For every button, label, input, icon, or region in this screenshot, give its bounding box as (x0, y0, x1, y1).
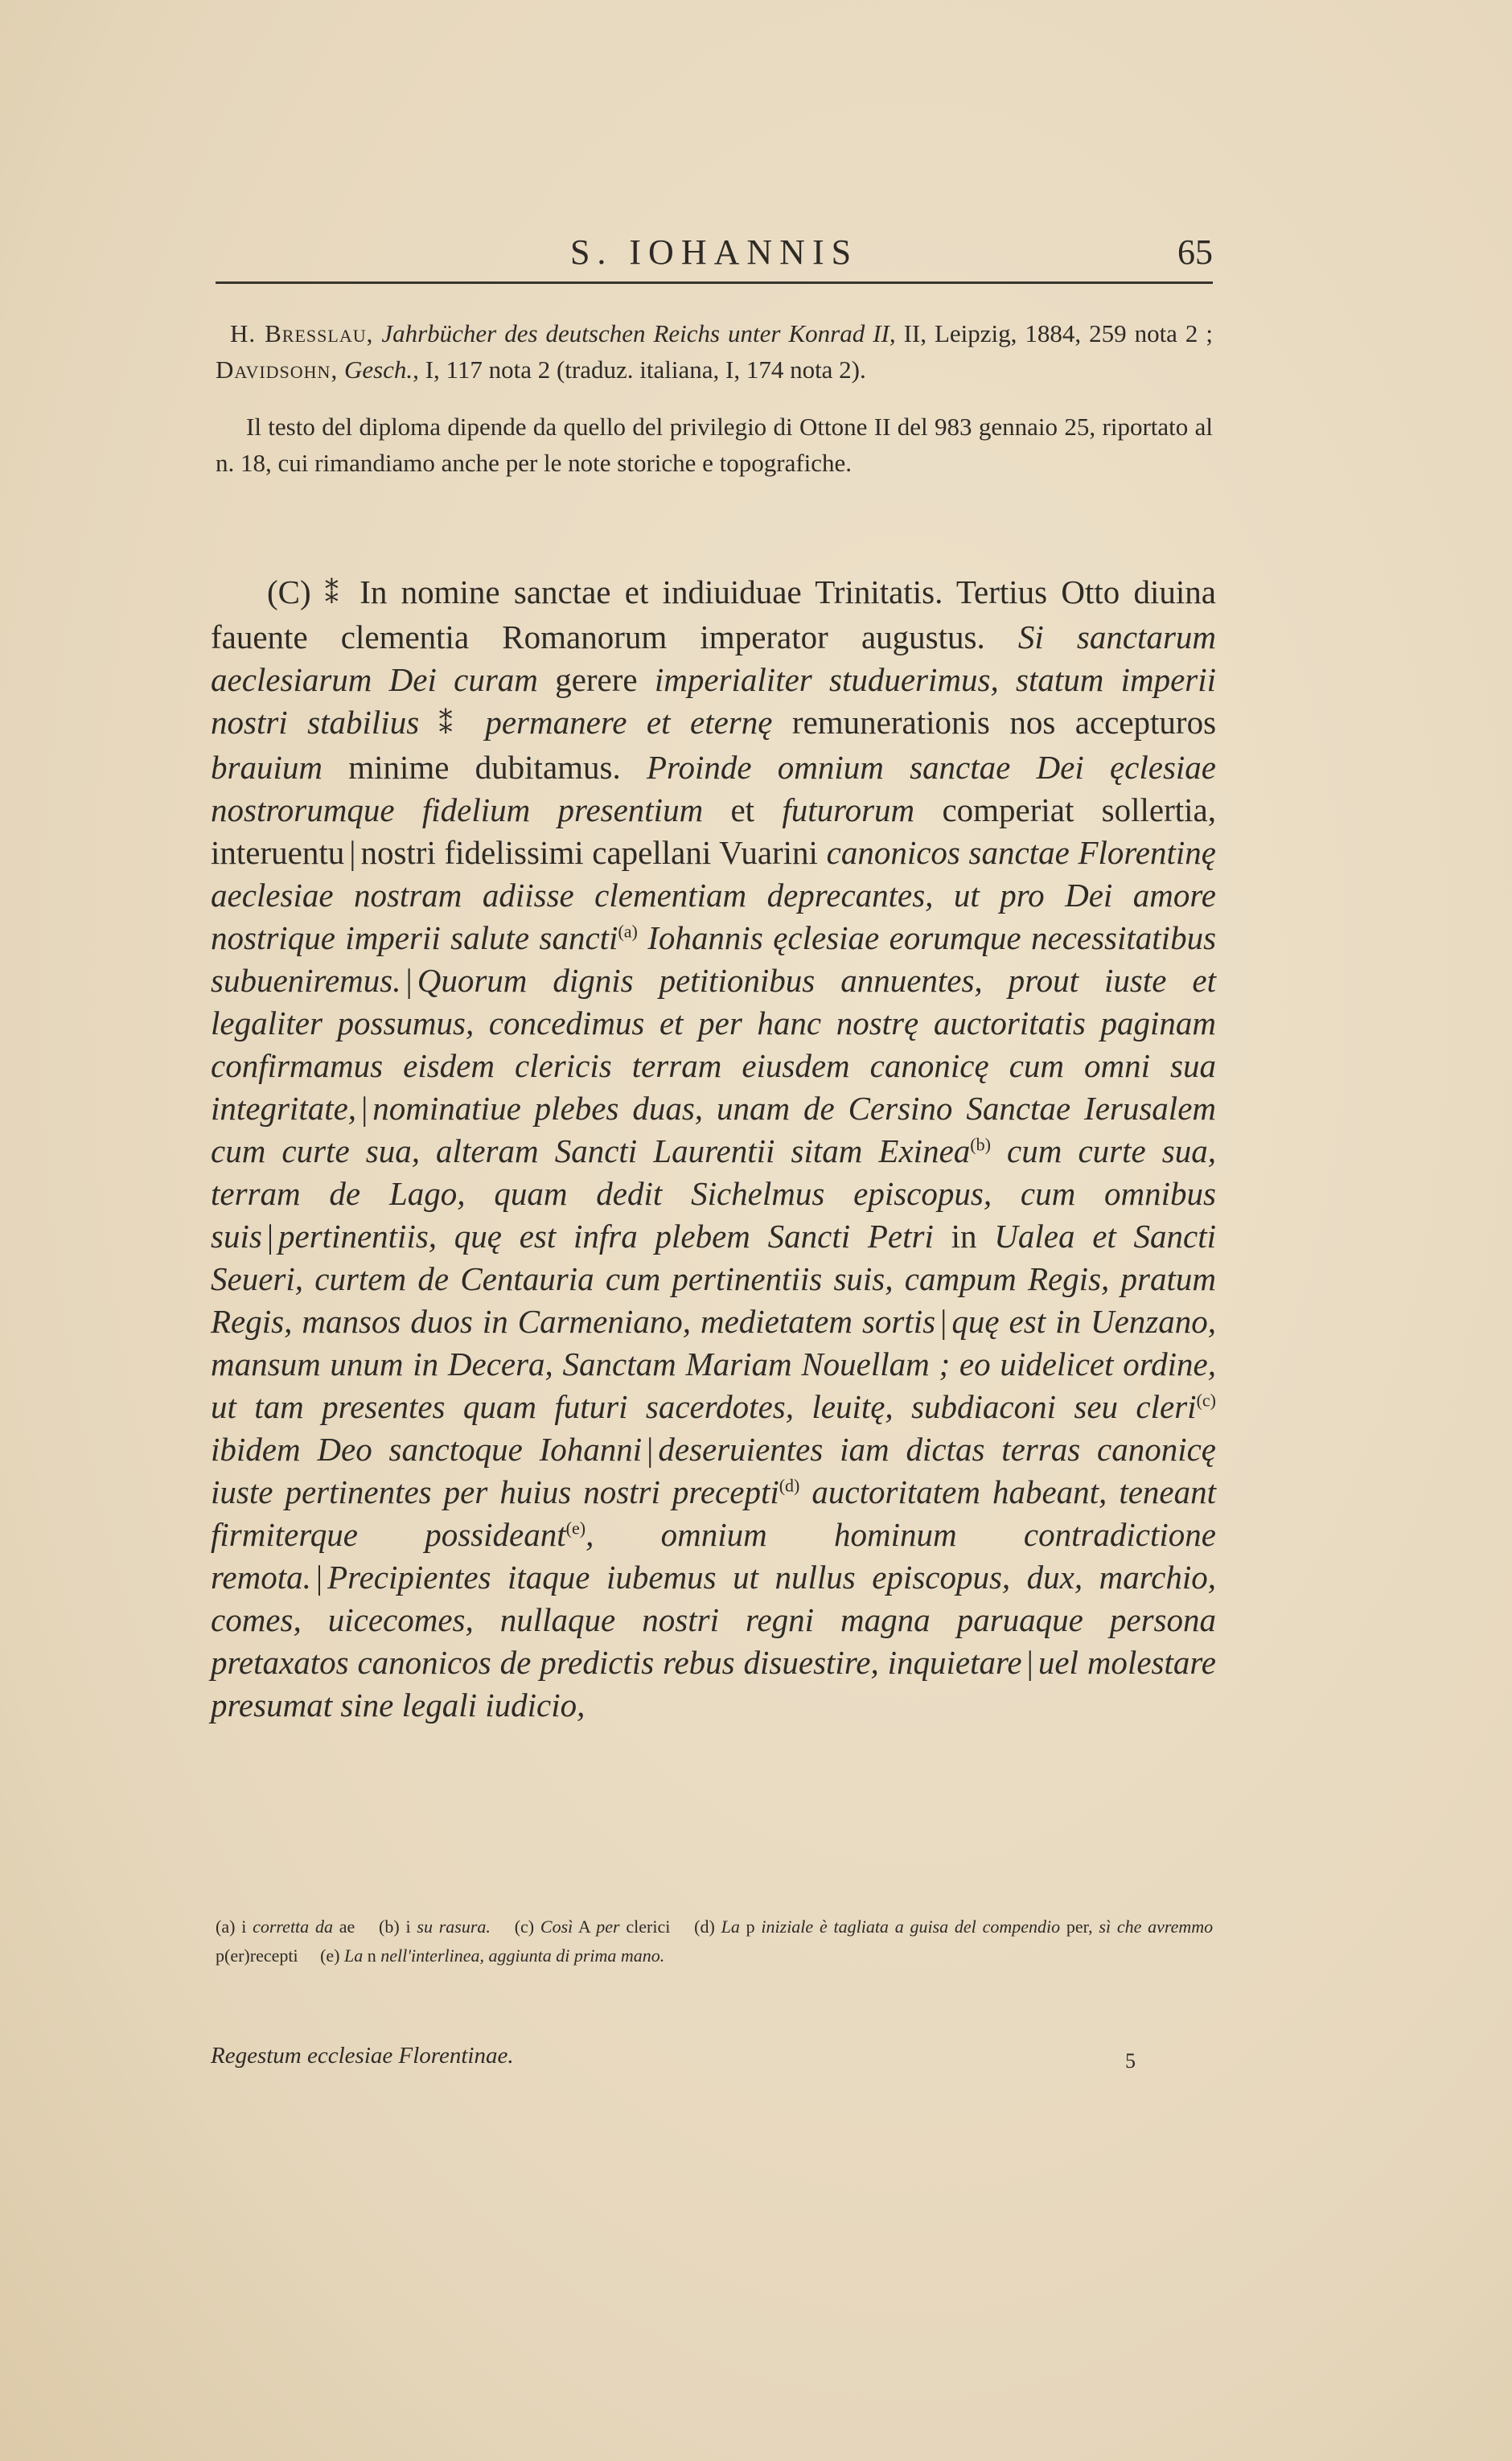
footnote-ref-e[interactable]: (e) (565, 1518, 586, 1539)
footnote-mark: (d) (694, 1917, 715, 1937)
charter-segment: brauium (211, 749, 323, 786)
cross-icon: ⁑ (324, 580, 346, 610)
footnote-a (216, 1917, 355, 1937)
footnote-text: n (367, 1945, 376, 1966)
charter-segment: Si sanctarum aeclesiarum Dei curam (211, 618, 1217, 698)
footnote-text: A (577, 1917, 590, 1937)
footnote-ref-b[interactable]: (b) (970, 1134, 991, 1155)
footnote-text: per, (1066, 1917, 1093, 1937)
source-note-paragraph: Il testo del diploma dipende da quello del privilegio di Ottone II del 983 gennaio 25, riportato al n. 18, cui rimandiamo anche per le note storiche e topografiche. (216, 413, 1213, 477)
footnote-text: La (721, 1917, 740, 1937)
charter-segment: et (730, 791, 755, 828)
footnote-text: p(er)recepti (216, 1945, 298, 1966)
footnote-ref-c[interactable]: (c) (1196, 1390, 1216, 1411)
charter-segment: futurorum (782, 791, 915, 828)
charter-segment: Ualea et Sancti Seueri, curtem de Centauria cum pertinentiis suis, campum Regis, pratum Regis, mansos duos in Carmeniano, medietatem sortis (211, 1218, 1217, 1340)
line-break-mark: | (266, 1218, 274, 1255)
charter-segment: Iohannis ęclesiae eorumque necessitatibus subueniremus. (211, 919, 1217, 999)
footnote-text: Così (540, 1917, 573, 1937)
charter-segment: In nomine sanctae et indiuiduae Trinitatis. Tertius Otto diuina fauente clementia Romanorum imperator augustus. (211, 573, 1216, 655)
line-break-mark: | (349, 834, 356, 871)
series-title: Regestum ecclesiae Florentinae. (211, 2043, 514, 2069)
charter-segment: canonicos sanctae Florentinę aeclesiae nostram adiisse clementiam deprecantes, ut pro Dei amore nostrique imperii salute sancti (211, 834, 1216, 956)
charter-segment: Precipientes itaque iubemus ut nullus episcopus, dux, marchio, comes, uicecomes, nullaque nostri regni magna paruaque persona pretaxatos canonicos de predictis rebus disuestire, inquietare (211, 1559, 1216, 1681)
running-head (216, 227, 1213, 275)
line-break-mark: | (315, 1559, 323, 1596)
charter-segment: , omnium hominum contradictione remota. (211, 1516, 1216, 1596)
footnote-mark: (c) (514, 1917, 535, 1937)
work-title: Gesch., (343, 355, 419, 384)
page-number: 65 (1177, 232, 1213, 272)
footnote-text: su rasura. (417, 1917, 491, 1937)
charter-segment: uel molestare presumat sine legali iudicio, (211, 1644, 1216, 1724)
charter-segment: auctoritatem habeant, teneant firmiterque possideant (211, 1473, 1217, 1553)
charter-text (211, 571, 1216, 1727)
citation-text: II, Leipzig, 1884, 259 nota 2 ; (903, 319, 1214, 347)
signature-line (211, 2043, 1216, 2075)
line-break-mark: | (1026, 1644, 1033, 1681)
footnote-b (379, 1917, 491, 1937)
charter-segment: comperiat sollertia, interuentu (211, 791, 1216, 871)
footnote-e (320, 1945, 664, 1966)
footnote-text: i (241, 1917, 247, 1937)
charter-segment: remunerationis nos accepturos (791, 704, 1217, 741)
chrismon-label: (C) (267, 573, 311, 610)
citation-text: I, 117 nota 2 (traduz. italiana, I, 174 nota 2). (425, 355, 866, 384)
footnote-text: ae (339, 1917, 355, 1937)
line-break-mark: | (361, 1090, 368, 1127)
charter-segment: nostri fidelissimi capellani Vuarini (360, 834, 818, 871)
footnotes (216, 1913, 1213, 1970)
introduction (216, 315, 1213, 502)
charter-paragraph (211, 571, 1216, 1727)
charter-segment: cum curte sua, terram de Lago, quam dedit Sichelmus episcopus, cum omnibus suis (211, 1132, 1216, 1255)
footnote-text: La (344, 1945, 364, 1966)
footnote-mark: (b) (379, 1917, 400, 1937)
footnote-text: sì che avremmo (1099, 1917, 1214, 1937)
charter-segment: gerere (555, 661, 638, 698)
charter-segment: imperialiter studuerimus, statum imperii nostri stabilius (211, 661, 1217, 741)
footnote-mark: (e) (320, 1945, 340, 1966)
charter-segment: permanere et eternę (485, 704, 773, 741)
author-name: Davidsohn, (216, 355, 339, 384)
footnote-text: iniziale è tagliata a guisa del compendio (761, 1917, 1061, 1937)
charter-segment: ibidem Deo sanctoque Iohanni (211, 1431, 643, 1468)
header-rule (216, 281, 1213, 284)
footnote-text: p (746, 1917, 755, 1937)
charter-segment: quę est in Uenzano, mansum unum in Decera, Sanctam Mariam Nouellam ; eo uidelicet ordine, ut tam presentes quam futuri sacerdotes, leuitę, subdiaconi seu cleri (211, 1303, 1216, 1425)
charter-segment: nominatiue plebes duas, unam de Cersino Sanctae Ierusalem cum curte sua, alteram Sancti Laurentii sitam Exinea (211, 1090, 1216, 1169)
footnote-text: clerici (626, 1917, 671, 1937)
line-break-mark: | (405, 962, 413, 999)
charter-segment: Quorum dignis petitionibus annuentes, prout iuste et legaliter possumus, concedimus et per hanc nostrę auctoritatis paginam confirmamus eisdem clericis terram eiusdem canonicę cum omni sua integritate, (211, 962, 1216, 1127)
signature-number: 5 (1125, 2049, 1136, 2073)
footnote-text: corretta da (253, 1917, 333, 1937)
line-break-mark: | (647, 1431, 654, 1468)
line-break-mark: | (940, 1303, 947, 1340)
footnote-c (515, 1917, 671, 1937)
running-title: S. IOHANNIS (569, 232, 859, 272)
footnote-ref-a[interactable]: (a) (618, 921, 638, 942)
footnote-text: i (405, 1917, 411, 1937)
cross-icon: ⁑ (438, 710, 466, 740)
footnote-mark: (a) (216, 1917, 236, 1937)
charter-segment: deseruientes iam dictas terras canonicę iuste pertinentes per huius nostri precepti (211, 1431, 1216, 1510)
work-title: Jahrbücher des deutschen Reichs unter Konrad II, (381, 319, 896, 347)
charter-segment: pertinentiis, quę est infra plebem Sancti Petri (278, 1218, 934, 1255)
footnote-text: nell'interlinea, aggiunta di prima mano. (380, 1945, 665, 1966)
footnote-ref-d[interactable]: (d) (779, 1475, 800, 1496)
charter-segment: in (951, 1218, 977, 1255)
footnote-text: per (596, 1917, 620, 1937)
charter-segment: minime dubitamus. (348, 749, 621, 786)
charter-segment: Proinde omnium sanctae Dei ęclesiae nostrorumque fidelium presentium (211, 749, 1216, 828)
author-name: H. Bresslau, (230, 319, 374, 347)
bibliography-paragraph (216, 315, 1213, 388)
